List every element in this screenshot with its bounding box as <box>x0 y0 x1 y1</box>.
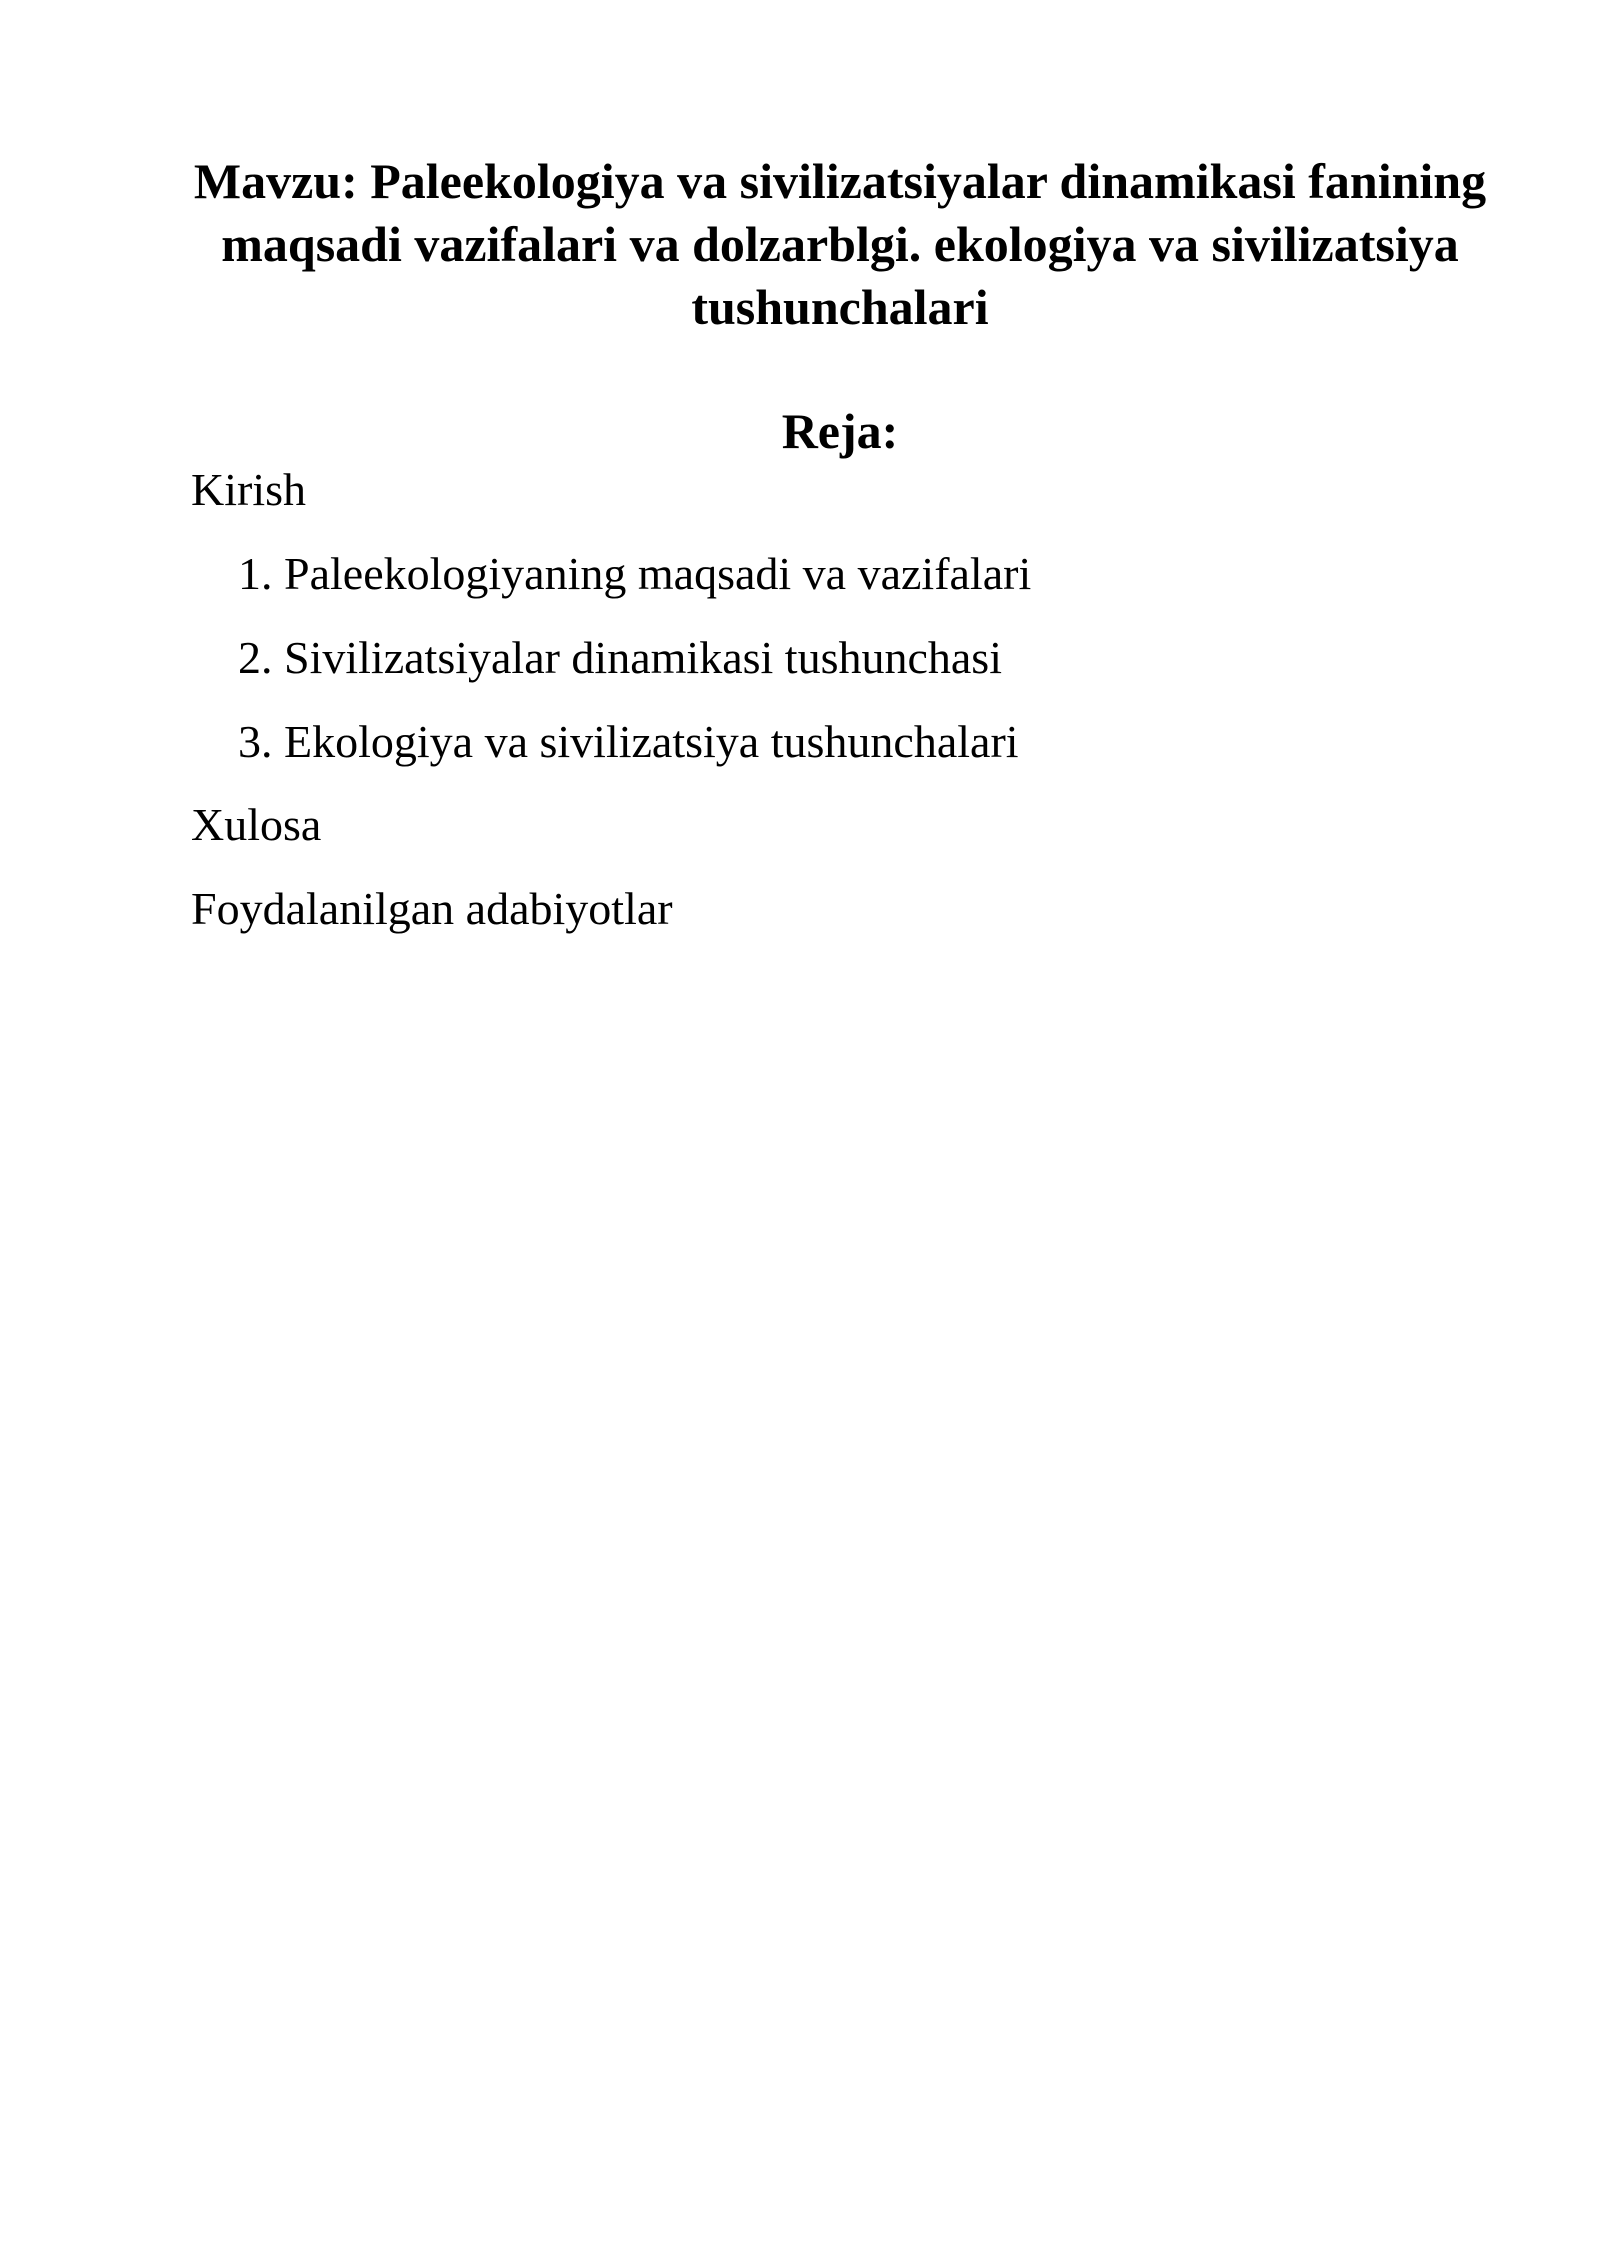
plan-item-text: Sivilizatsiyalar dinamikasi tushunchasi <box>284 632 1002 683</box>
plan-references: Foydalanilgan adabiyotlar <box>191 883 673 934</box>
plan-item-text: Ekologiya va sivilizatsiya tushunchalari <box>284 716 1019 767</box>
plan-conclusion: Xulosa <box>191 799 322 850</box>
plan-item-number: 2. <box>238 632 273 683</box>
plan-item-text: Paleekologiyaning maqsadi va vazifalari <box>284 548 1032 599</box>
plan-item-number: 1. <box>238 548 273 599</box>
plan-heading: Reja: <box>781 403 899 459</box>
plan-item-1 <box>238 546 1031 602</box>
plan-item-2 <box>238 630 1002 686</box>
plan-item-3 <box>238 714 1019 770</box>
document-title: Mavzu: Paleekologiya va sivilizatsiyalar dinamikasi fanining maqsadi vazifalari va dolzarblgi. ekologiya va sivilizatsiya tushunchalari <box>193 153 1487 335</box>
plan-item-number: 3. <box>238 716 273 767</box>
plan-intro: Kirish <box>191 464 306 515</box>
